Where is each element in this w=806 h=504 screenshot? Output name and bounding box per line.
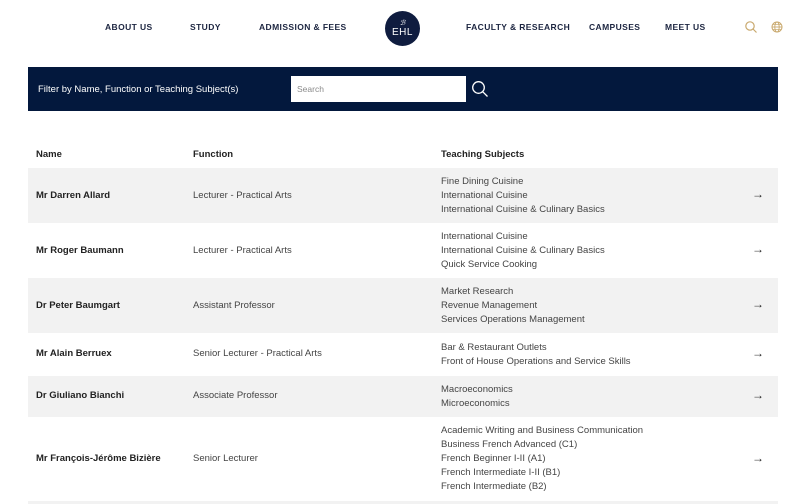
subject: Macroeconomics: [441, 384, 513, 395]
subject: Services Operations Management: [441, 314, 585, 325]
arrow-right-icon[interactable]: →: [752, 451, 764, 465]
teaching-subjects: [441, 383, 513, 411]
teaching-subjects: [441, 285, 585, 327]
filter-label: Filter by Name, Function or Teaching Subject(s): [38, 84, 239, 95]
faculty-function: Senior Lecturer - Practical Arts: [193, 348, 322, 359]
globe-icon[interactable]: [770, 20, 784, 34]
table-row[interactable]: [28, 168, 778, 223]
teaching-subjects: [441, 175, 605, 217]
subject: Quick Service Cooking: [441, 259, 538, 270]
search-icon: [471, 80, 489, 98]
subject: Revenue Management: [441, 300, 538, 311]
search-icon[interactable]: [744, 20, 758, 34]
faculty-name: Mr François-Jérôme Bizière: [36, 453, 161, 464]
header-name: Name: [36, 149, 62, 160]
nav-campuses[interactable]: CAMPUSES: [589, 22, 641, 32]
teaching-subjects: [441, 230, 605, 272]
ehl-logo[interactable]: [385, 11, 420, 46]
top-navigation: [0, 0, 806, 56]
search-input[interactable]: [291, 76, 466, 102]
table-row[interactable]: [28, 278, 778, 333]
faculty-function: Assistant Professor: [193, 300, 275, 311]
faculty-function: Lecturer - Practical Arts: [193, 190, 292, 201]
header-teaching-subjects: Teaching Subjects: [441, 149, 525, 160]
faculty-function: Senior Lecturer: [193, 453, 258, 464]
nav-admission-fees[interactable]: ADMISSION & FEES: [259, 22, 347, 32]
subject: International Cuisine & Culinary Basics: [441, 245, 605, 256]
faculty-name: Dr Giuliano Bianchi: [36, 390, 125, 401]
table-header: [28, 140, 778, 168]
arrow-right-icon[interactable]: →: [752, 346, 764, 360]
subject: French Intermediate I-II (B1): [441, 467, 561, 478]
subject: Front of House Operations and Service Skills: [441, 356, 631, 367]
header-function: Function: [193, 149, 234, 160]
teaching-subjects: [441, 424, 643, 494]
faculty-name: Dr Peter Baumgart: [36, 300, 120, 311]
subject: French Intermediate (B2): [441, 481, 547, 492]
subject: French Beginner I-II (A1): [441, 453, 546, 464]
table-row[interactable]: [28, 417, 778, 501]
faculty-function: Lecturer - Practical Arts: [193, 245, 292, 256]
subject: Business French Advanced (C1): [441, 439, 578, 450]
nav-meet-us[interactable]: MEET US: [665, 22, 706, 32]
subject: International Cuisine: [441, 231, 528, 242]
nav-about-us[interactable]: ABOUT US: [105, 22, 153, 32]
teaching-subjects: [441, 341, 631, 369]
subject: Bar & Restaurant Outlets: [441, 342, 547, 353]
arrow-right-icon[interactable]: →: [752, 187, 764, 201]
arrow-right-icon[interactable]: →: [752, 242, 764, 256]
subject: Academic Writing and Business Communication: [441, 425, 644, 436]
table-row[interactable]: [28, 223, 778, 278]
subject: Fine Dining Cuisine: [441, 176, 524, 187]
table-row[interactable]: [28, 376, 778, 417]
subject: International Cuisine & Culinary Basics: [441, 204, 605, 215]
nav-study[interactable]: STUDY: [190, 22, 221, 32]
filter-bar: [28, 67, 778, 111]
nav-faculty-research[interactable]: FACULTY & RESEARCH: [466, 22, 571, 32]
subject: Microeconomics: [441, 398, 510, 409]
faculty-name: Mr Alain Berruex: [36, 348, 112, 359]
search-button[interactable]: [471, 80, 489, 98]
subject: International Cuisine: [441, 190, 528, 201]
table-row[interactable]: [28, 333, 778, 376]
logo-mark-icon: ℬ: [399, 18, 406, 27]
subject: Market Research: [441, 286, 514, 297]
arrow-right-icon[interactable]: →: [752, 297, 764, 311]
faculty-name: Mr Roger Baumann: [36, 245, 124, 256]
faculty-function: Associate Professor: [193, 390, 278, 401]
faculty-table: [28, 140, 778, 504]
arrow-right-icon[interactable]: →: [752, 388, 764, 402]
faculty-name: Mr Darren Allard: [36, 190, 111, 201]
logo-text: EHL: [392, 26, 413, 38]
